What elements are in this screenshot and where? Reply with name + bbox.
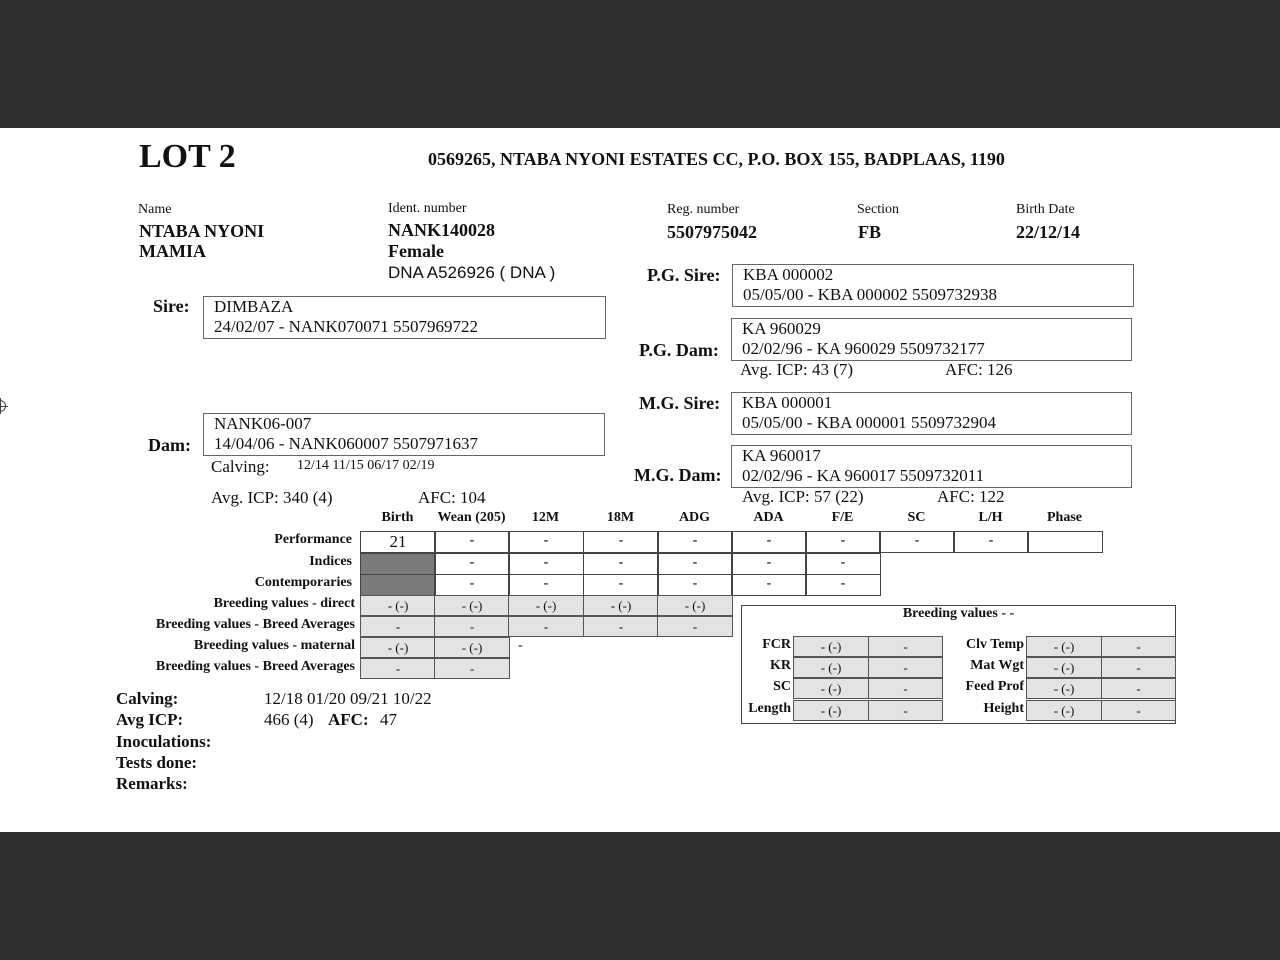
dam-afc: AFC: 104	[418, 488, 486, 507]
bv-extra: -	[518, 638, 523, 653]
table-cell: -	[434, 553, 510, 575]
birth-date-label: Birth Date	[1016, 202, 1075, 217]
bv-right-label: Height	[983, 701, 1024, 716]
table-cell: -	[731, 553, 807, 575]
table-cell: -	[583, 553, 659, 575]
bv-right-value: - (-)	[1026, 636, 1102, 657]
mg-dam-name: KA 960017	[742, 446, 821, 465]
animal-sex: Female	[388, 241, 444, 261]
table-cell: -	[805, 531, 881, 553]
bv-right-value: - (-)	[1026, 657, 1102, 678]
bv-cell: -	[360, 658, 436, 679]
section-value: FB	[858, 222, 882, 242]
table-cell: -	[434, 574, 510, 596]
table-cell: -	[508, 574, 584, 596]
breeding-values-box-title: Breeding values - -	[902, 606, 1015, 621]
dam-name: NANK06-007	[214, 414, 312, 433]
reg-label: Reg. number	[667, 202, 740, 217]
mg-dam-afc: AFC: 122	[937, 487, 1005, 506]
bv-cell: - (-)	[657, 595, 733, 616]
bv-row-label: Breeding values - Breed Averages	[155, 659, 355, 674]
name-label: Name	[138, 202, 172, 217]
mg-dam-details: 02/02/96 - KA 960017 5509732011	[742, 466, 985, 485]
mg-dam-label: M.G. Dam:	[634, 465, 722, 485]
column-header: Phase	[1047, 510, 1082, 525]
footer-afc-value: 47	[380, 710, 397, 729]
sire-label: Sire:	[153, 296, 190, 316]
animal-name-line2: MAMIA	[139, 241, 206, 261]
table-cell: -	[508, 553, 584, 575]
bv-right-value: - (-)	[1026, 678, 1102, 699]
reg-number: 5507975042	[667, 222, 757, 242]
pg-dam-afc: AFC: 126	[945, 360, 1013, 379]
footer-calving-label: Calving:	[116, 689, 179, 708]
bv-cell: -	[657, 616, 733, 637]
bv-left-avg: -	[868, 678, 943, 699]
table-cell: -	[657, 531, 733, 553]
table-cell: -	[731, 574, 807, 596]
bv-right-label: Mat Wgt	[970, 658, 1024, 673]
dam-details: 14/04/06 - NANK060007 5507971637	[214, 434, 478, 453]
footer-avg-icp-label: Avg ICP:	[116, 710, 184, 729]
mg-sire-label: M.G. Sire:	[639, 393, 721, 413]
column-header: ADG	[678, 510, 711, 525]
bv-cell: -	[434, 658, 510, 679]
column-header: ADA	[753, 510, 784, 525]
bv-left-value: - (-)	[793, 700, 869, 721]
bv-left-value: - (-)	[793, 678, 869, 699]
bv-cell: - (-)	[583, 595, 659, 616]
pg-dam-name: KA 960029	[742, 319, 821, 338]
column-header: 12M	[531, 510, 560, 525]
owner-line: 0569265, NTABA NYONI ESTATES CC, P.O. BOX 155, BADPLAAS, 1190	[428, 149, 1005, 169]
bv-right-avg: -	[1101, 657, 1176, 678]
bv-left-label: Length	[748, 701, 791, 716]
dam-label: Dam:	[148, 435, 191, 455]
pg-sire-name: KBA 000002	[743, 265, 834, 284]
pg-dam-avg-icp: Avg. ICP: 43 (7)	[740, 360, 854, 379]
table-cell: -	[731, 531, 807, 553]
row-label: Performance	[274, 532, 352, 547]
bv-left-avg: -	[868, 657, 943, 678]
mg-dam-avg-icp: Avg. ICP: 57 (22)	[742, 487, 864, 506]
table-cell: -	[434, 531, 510, 553]
bv-cell: -	[434, 616, 510, 637]
pg-dam-label: P.G. Dam:	[639, 340, 719, 360]
bv-left-label: FCR	[762, 637, 791, 652]
ident-number: NANK140028	[388, 220, 495, 240]
tests-done-label: Tests done:	[116, 753, 198, 772]
bv-cell: - (-)	[434, 595, 510, 616]
column-header: 18M	[606, 510, 635, 525]
column-header: L/H	[978, 510, 1003, 525]
bv-row-label: Breeding values - Breed Averages	[155, 617, 355, 632]
table-cell: 21	[360, 531, 436, 553]
dam-avg-icp: Avg. ICP: 340 (4)	[211, 488, 333, 507]
section-label: Section	[857, 202, 899, 217]
table-cell: -	[583, 531, 659, 553]
animal-name-line1: NTABA NYONI	[139, 221, 265, 241]
bv-row-label: Breeding values - maternal	[193, 638, 355, 653]
bv-left-label: KR	[770, 658, 791, 673]
table-cell: -	[805, 574, 881, 596]
lot-title: LOT 2	[139, 138, 236, 175]
table-cell: -	[508, 531, 584, 553]
bv-right-avg: -	[1101, 636, 1176, 657]
sire-name: DIMBAZA	[214, 297, 294, 316]
pg-sire-label: P.G. Sire:	[647, 265, 721, 285]
bv-right-label: Feed Prof	[965, 679, 1024, 694]
column-header: F/E	[831, 510, 854, 525]
column-header: Birth	[381, 510, 414, 525]
table-cell: -	[657, 574, 733, 596]
remarks-label: Remarks:	[116, 774, 188, 793]
bv-right-avg: -	[1101, 700, 1176, 721]
dna-line: DNA A526926 ( DNA )	[388, 263, 556, 282]
bv-left-label: SC	[773, 679, 791, 694]
column-header: Wean (205)	[437, 510, 506, 525]
bv-left-avg: -	[868, 700, 943, 721]
bv-right-label: Clv Temp	[966, 637, 1024, 652]
bv-row-label: Breeding values - direct	[213, 596, 355, 611]
inoculations-label: Inoculations:	[116, 732, 212, 751]
table-cell: -	[657, 553, 733, 575]
table-cell: -	[953, 531, 1029, 553]
column-header: SC	[907, 510, 926, 525]
pg-sire-details: 05/05/00 - KBA 000002 5509732938	[743, 285, 998, 304]
footer-afc-label: AFC:	[328, 710, 369, 729]
row-label: Contemporaries	[254, 575, 352, 590]
bv-cell: - (-)	[508, 595, 584, 616]
bv-right-avg: -	[1101, 678, 1176, 699]
table-cell: -	[805, 553, 881, 575]
table-cell: -	[879, 531, 955, 553]
mg-sire-name: KBA 000001	[742, 393, 833, 412]
catalogue-page	[0, 128, 1280, 832]
pg-dam-details: 02/02/96 - KA 960029 5509732177	[742, 339, 985, 358]
birth-date-value: 22/12/14	[1016, 222, 1081, 242]
bv-cell: -	[508, 616, 584, 637]
dam-calving-dates: 12/14 11/15 06/17 02/19	[297, 458, 435, 473]
breeding-values-rows	[0, 128, 1280, 832]
table-cell: -	[583, 574, 659, 596]
dam-calving-label: Calving:	[211, 457, 270, 476]
bv-left-avg: -	[868, 636, 943, 657]
bv-cell: - (-)	[360, 595, 436, 616]
footer-avg-icp-value: 466 (4)	[264, 710, 314, 729]
bv-right-value: - (-)	[1026, 700, 1102, 721]
ident-label: Ident. number	[388, 201, 467, 216]
bv-cell: - (-)	[360, 637, 436, 658]
sire-details: 24/02/07 - NANK070071 5507969722	[214, 317, 478, 336]
row-label: Indices	[309, 554, 352, 569]
bv-cell: -	[360, 616, 436, 637]
bv-cell: -	[583, 616, 659, 637]
bv-cell: - (-)	[434, 637, 510, 658]
mg-sire-details: 05/05/00 - KBA 000001 5509732904	[742, 413, 997, 432]
bv-left-value: - (-)	[793, 657, 869, 678]
footer-calving-dates: 12/18 01/20 09/21 10/22	[264, 689, 432, 708]
bv-left-value: - (-)	[793, 636, 869, 657]
